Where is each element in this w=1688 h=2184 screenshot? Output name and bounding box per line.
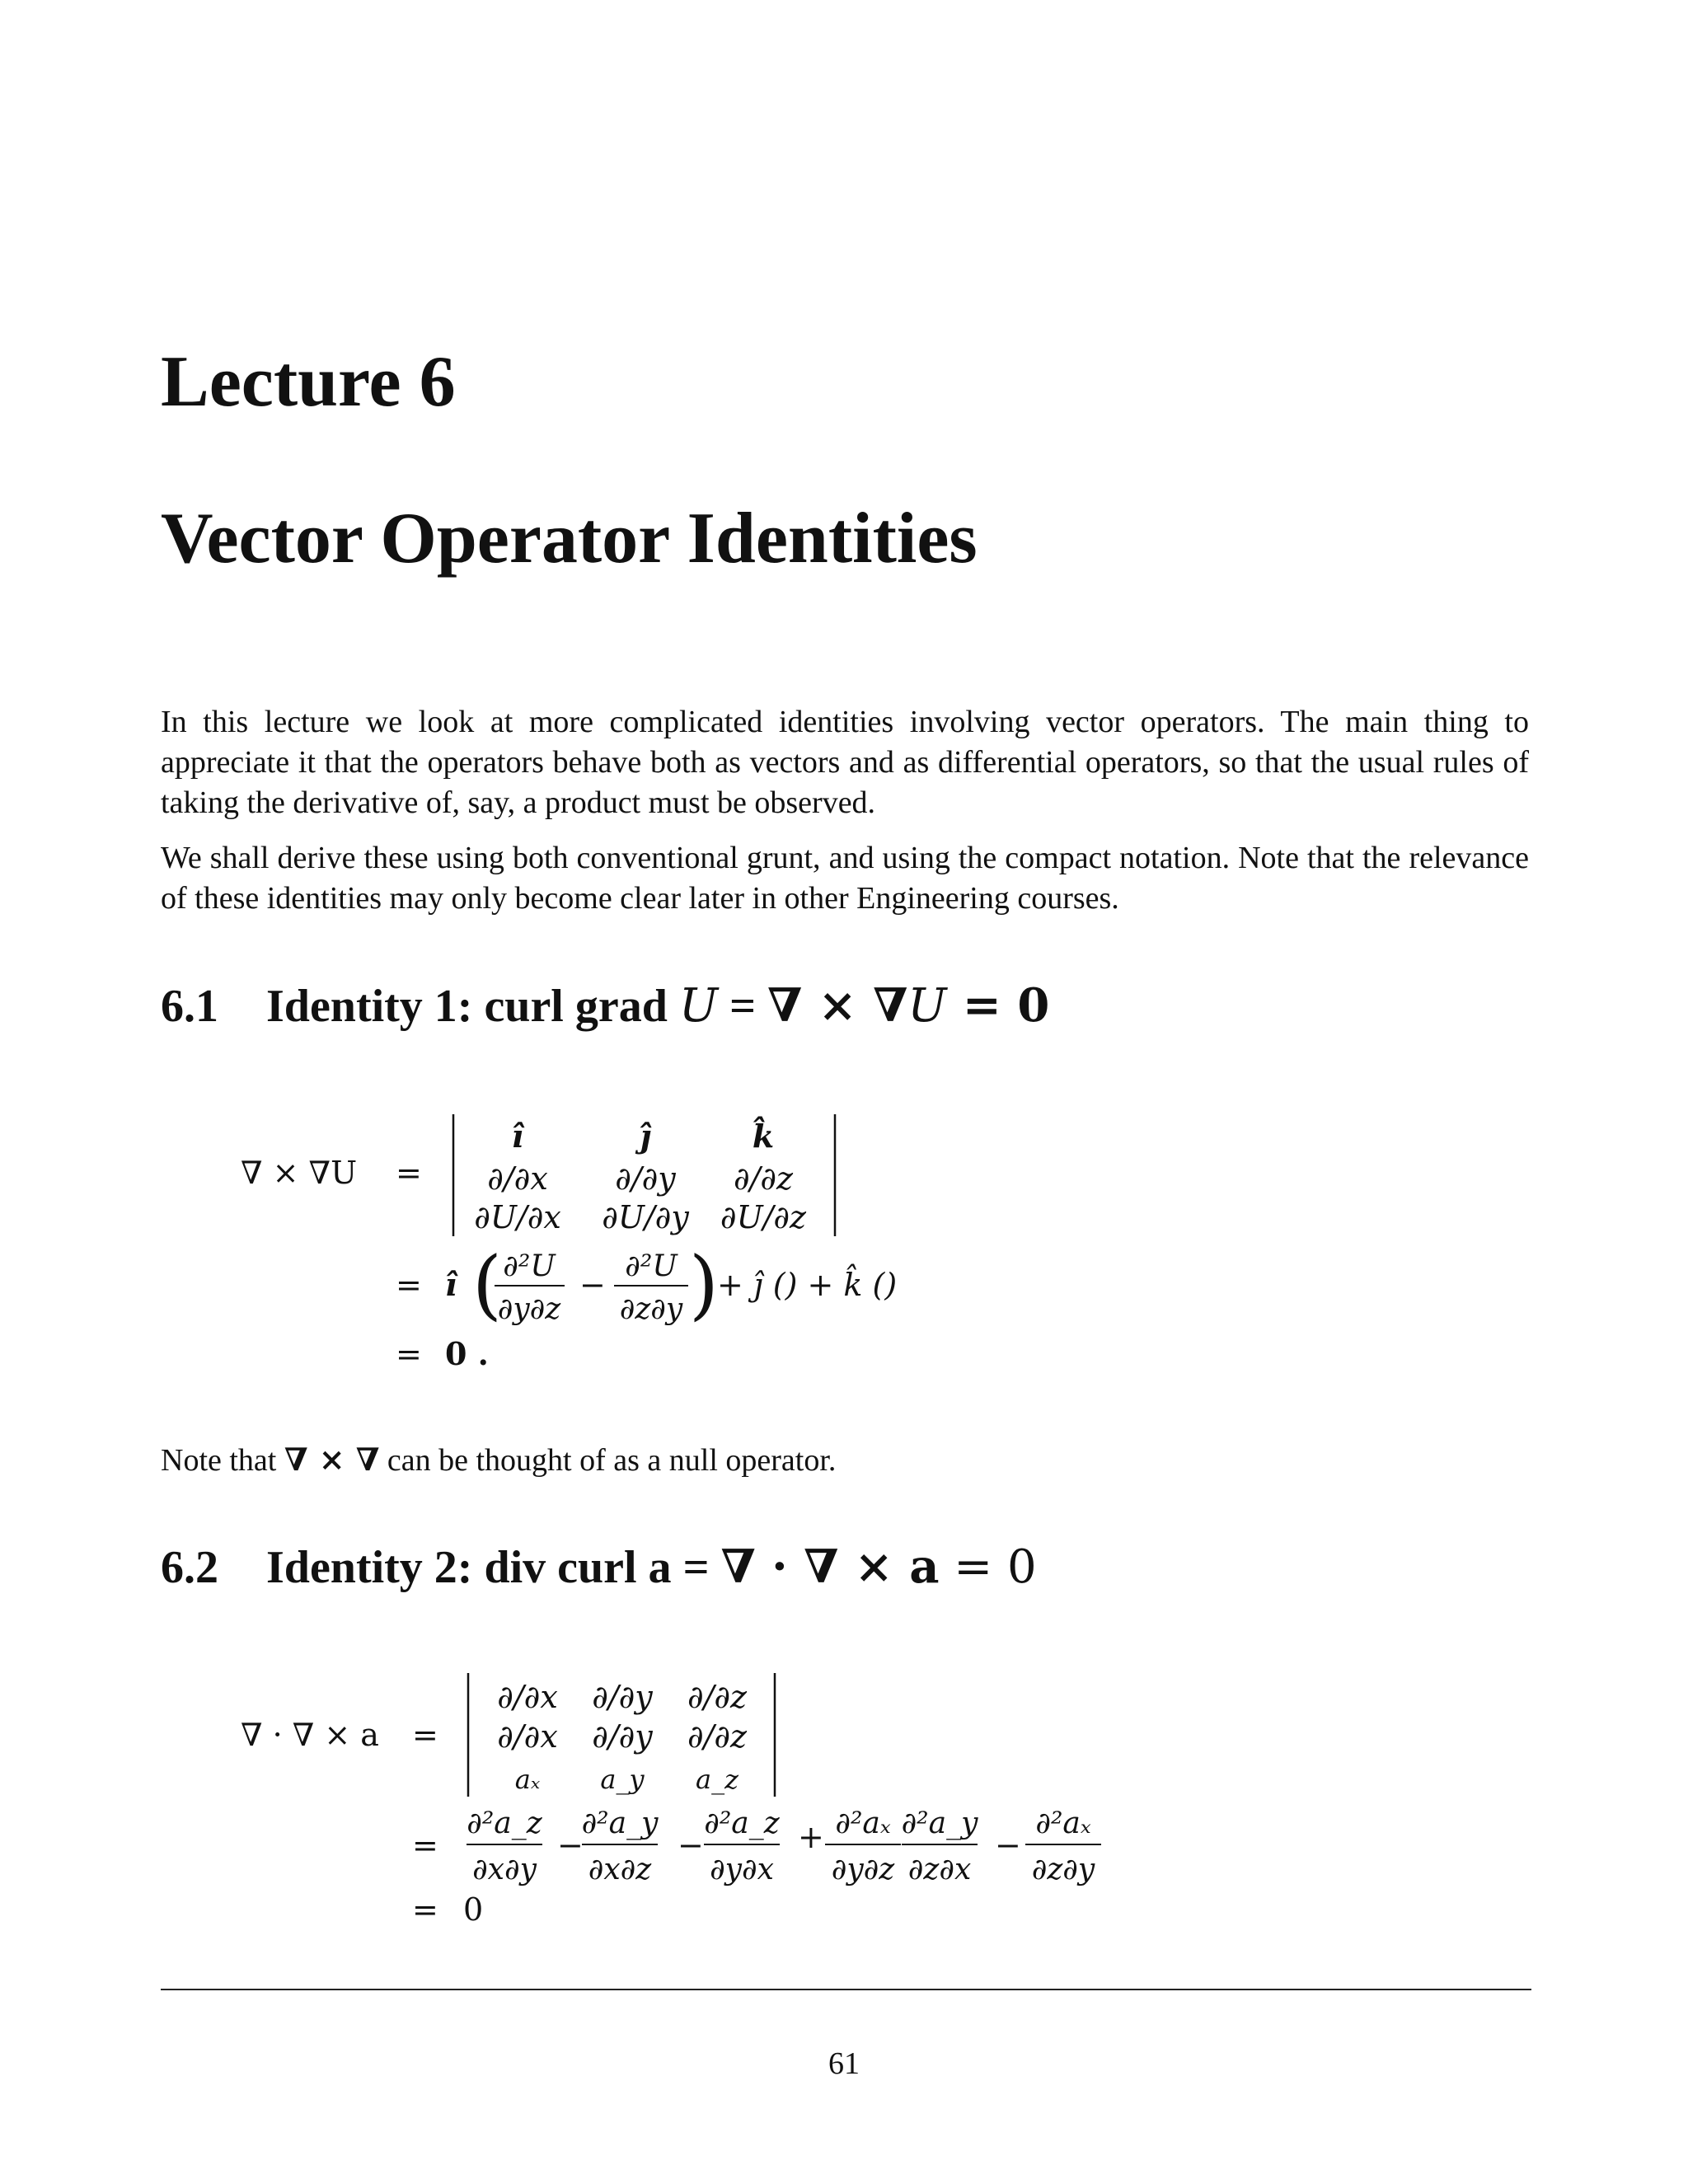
- eq1-lhs: ∇ × ∇U: [241, 1155, 358, 1191]
- unit-vector-i: î: [511, 1118, 524, 1155]
- note-prefix: Note that: [161, 1443, 277, 1478]
- frac-numerator: ∂²aₓ: [835, 1807, 891, 1840]
- section-heading-6-2: [161, 1540, 1037, 1594]
- frac-numerator: ∂²a_y: [901, 1807, 978, 1840]
- minus-sign: −: [579, 1267, 606, 1303]
- section-title-text: Identity 1: curl grad: [266, 981, 668, 1032]
- section-number: 6.2: [161, 1542, 218, 1593]
- frac-denominator: ∂y∂z: [497, 1292, 561, 1326]
- frac-numerator: ∂²a_z: [467, 1807, 542, 1840]
- det-cell: aₓ: [514, 1764, 541, 1795]
- intro-paragraph-1: In this lecture we look at more complicated identities involving vector operators. The main thing to appreciate it that the operators behave both as vectors and as differential operators, so that the usual rules of taking the derivative of, say, a product must be observed.: [161, 705, 1529, 820]
- det-cell: a_z: [696, 1764, 738, 1795]
- unit-vector-j: ĵ: [640, 1118, 651, 1155]
- eq2-equals: =: [412, 1827, 438, 1863]
- eq1-equals: =: [396, 1336, 422, 1372]
- plus-sign: +: [798, 1819, 824, 1855]
- det-cell: ∂/∂y: [592, 1718, 653, 1755]
- det-cell: ∂/∂x: [497, 1679, 558, 1715]
- math-curl-of-del: ∇ × ∇: [284, 1441, 380, 1478]
- equals-sign: =: [671, 1542, 721, 1593]
- section-number: 6.1: [161, 981, 218, 1032]
- eq1-equals: =: [396, 1267, 422, 1303]
- eq2-fraction-sum: [467, 1807, 1101, 1886]
- math-symbol-U: U: [678, 979, 719, 1033]
- frac-denominator: ∂y∂z: [831, 1853, 895, 1886]
- frac-denominator: ∂z∂y: [1031, 1853, 1095, 1886]
- eq2-lhs: ∇ · ∇ × a: [241, 1717, 379, 1753]
- frac-denominator: ∂x∂y: [472, 1853, 537, 1886]
- eq1-equals: =: [396, 1155, 422, 1191]
- eq1-line2-suffix: + ĵ () + k̂ (): [717, 1267, 898, 1303]
- minus-sign: −: [557, 1827, 584, 1863]
- det-cell: ∂/∂x: [497, 1718, 558, 1755]
- frac-numerator: ∂²a_z: [704, 1807, 780, 1840]
- det-cell: ∂/∂z: [687, 1718, 748, 1755]
- det-cell: a_y: [600, 1764, 645, 1795]
- det-cell: ∂/∂y: [592, 1679, 653, 1715]
- det-cell: ∂/∂y: [615, 1160, 676, 1197]
- section-heading-6-1: [161, 978, 1050, 1033]
- unit-vector-k: k̂: [752, 1118, 775, 1155]
- det-cell: ∂/∂x: [487, 1160, 548, 1197]
- frac-denominator: ∂z∂x: [907, 1853, 972, 1886]
- math-symbol-U: U: [907, 979, 947, 1033]
- eq2-equals: =: [412, 1717, 438, 1753]
- frac-denominator: ∂y∂x: [710, 1853, 774, 1886]
- det-cell: ∂/∂z: [687, 1679, 748, 1715]
- eq1-result-zero: 0 .: [445, 1335, 489, 1372]
- det-cell: ∂U/∂z: [720, 1199, 807, 1235]
- frac-numerator: ∂²U: [503, 1249, 556, 1283]
- det-cell: ∂/∂z: [733, 1160, 794, 1197]
- intro-paragraph-2: We shall derive these using both conventional grunt, and using the compact notation. Note that the relevance of these identities may only become clear later in other Engineering courses.: [161, 841, 1529, 916]
- unit-vector-i: î: [445, 1266, 457, 1303]
- frac-denominator: ∂z∂y: [619, 1292, 683, 1326]
- frac-numerator: ∂²a_y: [581, 1807, 659, 1840]
- math-div-curl: ∇ · ∇ × a: [720, 1540, 940, 1594]
- eq2-result-zero: 0: [463, 1891, 484, 1928]
- minus-sign: −: [678, 1827, 704, 1863]
- lecture-number: Lecture 6: [161, 342, 456, 422]
- minus-sign: −: [995, 1827, 1021, 1863]
- det-cell: ∂U/∂x: [474, 1199, 561, 1235]
- paren-open: (: [472, 1240, 502, 1329]
- footer-rule: [161, 1989, 1531, 1990]
- page-number: 61: [828, 2046, 860, 2081]
- frac-denominator: ∂x∂z: [588, 1853, 652, 1886]
- frac-numerator: ∂²U: [625, 1249, 678, 1283]
- math-equals-zero: = 0: [939, 1540, 1037, 1594]
- section-title-text: Identity 2: div curl a: [266, 1542, 672, 1593]
- math-curl-grad: ∇ × ∇: [767, 978, 908, 1033]
- note-null-operator: [161, 1441, 837, 1478]
- eq2-equals: =: [412, 1891, 438, 1928]
- lecture-title: Vector Operator Identities: [161, 499, 978, 579]
- paren-close: ): [689, 1240, 719, 1329]
- det-cell: ∂U/∂y: [602, 1199, 689, 1235]
- equals-sign: =: [718, 981, 767, 1032]
- math-equals-zero: = 0: [946, 978, 1050, 1033]
- note-suffix: can be thought of as a null operator.: [387, 1443, 837, 1478]
- frac-numerator: ∂²aₓ: [1035, 1807, 1091, 1840]
